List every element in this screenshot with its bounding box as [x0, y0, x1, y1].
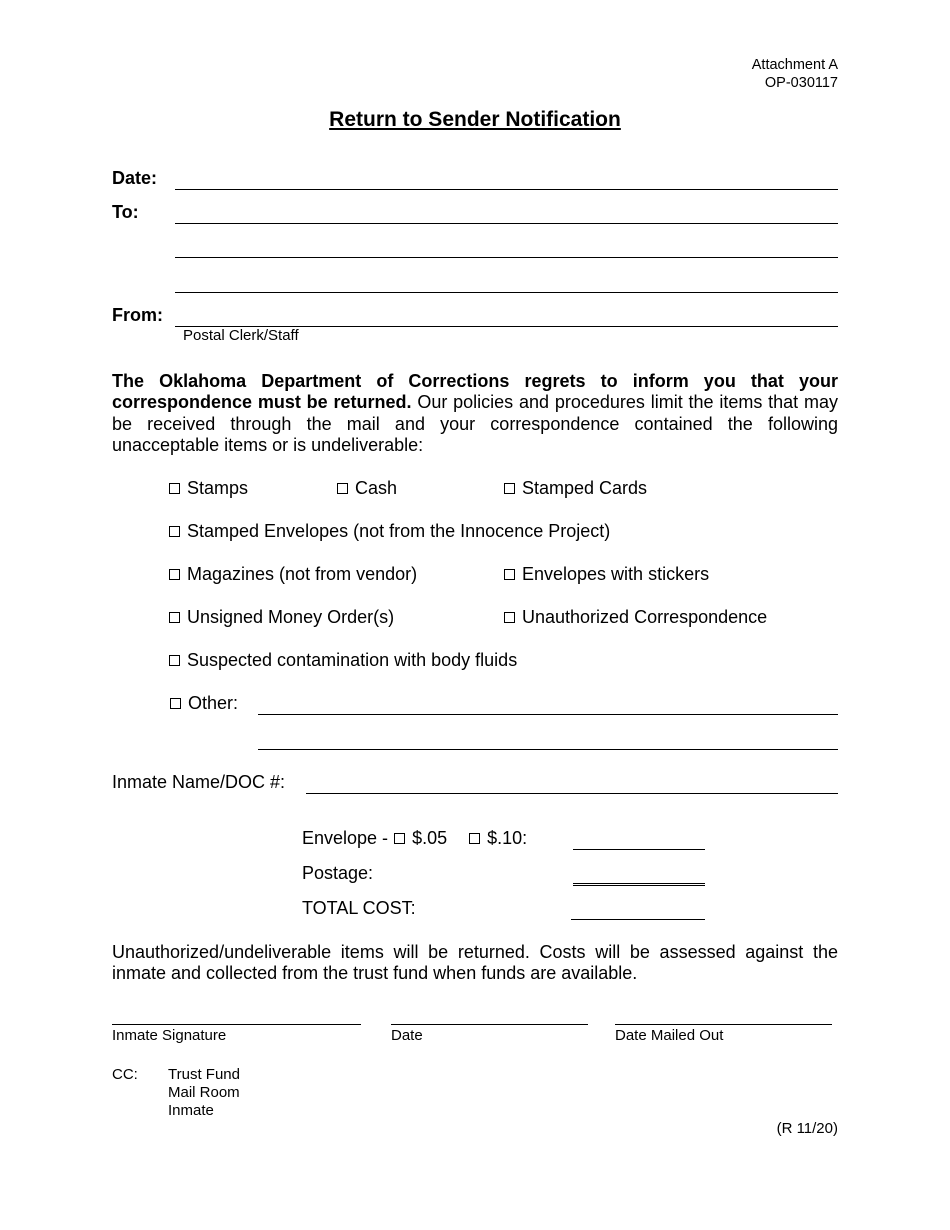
magazines-label: Magazines (not from vendor)	[187, 564, 418, 584]
postage-line[interactable]	[573, 883, 705, 884]
date-label: Date:	[112, 168, 158, 188]
cc-recipient: Trust Fund	[168, 1066, 240, 1083]
date-label-bottom: Date	[391, 1027, 423, 1044]
stamped-envelopes-option[interactable]	[169, 521, 610, 542]
contamination-option[interactable]	[169, 650, 517, 671]
checkbox-icon[interactable]	[504, 483, 515, 494]
magazines-option[interactable]	[169, 564, 417, 585]
other-field-line-2[interactable]	[258, 749, 838, 750]
cc-recipient: Inmate	[168, 1102, 214, 1119]
total-cost-line[interactable]	[571, 919, 705, 920]
checkbox-icon[interactable]	[469, 833, 480, 844]
unsigned-money-label: Unsigned Money Order(s)	[187, 607, 395, 627]
envelope-cost-line[interactable]	[573, 849, 705, 850]
date-field-line[interactable]	[175, 189, 838, 190]
checkbox-icon[interactable]	[169, 612, 180, 623]
envelope-05-label: $.05	[412, 828, 448, 848]
to-label: To:	[112, 202, 139, 222]
inmate-signature-line[interactable]	[112, 1024, 361, 1025]
unauthorized-corr-option[interactable]	[504, 607, 767, 628]
to-field-line-1[interactable]	[175, 223, 838, 224]
envelope-cost-row	[302, 828, 527, 849]
postage-label: Postage:	[302, 863, 374, 883]
costs-notice: Unauthorized/undeliverable items will be returned. Costs will be assessed against the inmate and collected from the trust fund when funds are available.	[112, 942, 838, 984]
checkbox-icon[interactable]	[169, 526, 180, 537]
total-cost-label: TOTAL COST:	[302, 898, 416, 918]
checkbox-icon[interactable]	[394, 833, 405, 844]
intro-rest: Our policies and procedures limit the items that may be received through the mail and your correspondence contained the following unacceptable items or is undeliverable:	[112, 392, 838, 455]
stamps-label: Stamps	[187, 478, 249, 498]
other-label: Other:	[188, 693, 239, 713]
from-label: From:	[112, 305, 163, 325]
postage-line-double	[573, 885, 705, 886]
checkbox-icon[interactable]	[337, 483, 348, 494]
checkbox-icon[interactable]	[170, 698, 181, 709]
intro-bold: The Oklahoma Department of Corrections regrets to inform you that your correspondence must be returned.	[112, 371, 838, 413]
inmate-name-line[interactable]	[306, 793, 838, 794]
inmate-signature-label: Inmate Signature	[112, 1027, 227, 1044]
unsigned-money-option[interactable]	[169, 607, 394, 628]
to-field-line-2[interactable]	[175, 257, 838, 258]
other-field-line-1[interactable]	[258, 714, 838, 715]
stamped-cards-label: Stamped Cards	[522, 478, 648, 498]
other-option[interactable]	[170, 693, 238, 714]
envelope-label: Envelope -	[302, 828, 389, 848]
cc-recipient: Mail Room	[168, 1084, 240, 1101]
stamped-envelopes-label: Stamped Envelopes (not from the Innocence Project)	[187, 521, 611, 541]
revision-label: (R 11/20)	[776, 1120, 838, 1137]
stamped-cards-option[interactable]	[504, 478, 647, 499]
date-signature-line[interactable]	[391, 1024, 588, 1025]
envelopes-stickers-label: Envelopes with stickers	[522, 564, 710, 584]
stamps-option[interactable]	[169, 478, 248, 499]
intro-paragraph	[112, 371, 838, 456]
to-field-line-3[interactable]	[175, 292, 838, 293]
cash-label: Cash	[355, 478, 398, 498]
form-code: OP-030117	[764, 75, 838, 91]
cash-option[interactable]	[337, 478, 397, 499]
envelope-10-label: $.10:	[487, 828, 528, 848]
cc-label: CC:	[112, 1066, 138, 1083]
envelopes-stickers-option[interactable]	[504, 564, 709, 585]
from-caption: Postal Clerk/Staff	[183, 327, 299, 344]
checkbox-icon[interactable]	[169, 655, 180, 666]
page-title: Return to Sender Notification	[329, 108, 621, 131]
checkbox-icon[interactable]	[504, 569, 515, 580]
unauthorized-corr-label: Unauthorized Correspondence	[522, 607, 768, 627]
date-mailed-label: Date Mailed Out	[615, 1027, 724, 1044]
date-mailed-line[interactable]	[615, 1024, 832, 1025]
checkbox-icon[interactable]	[504, 612, 515, 623]
inmate-name-label: Inmate Name/DOC #:	[112, 772, 286, 792]
checkbox-icon[interactable]	[169, 483, 180, 494]
checkbox-icon[interactable]	[169, 569, 180, 580]
contamination-label: Suspected contamination with body fluids	[187, 650, 518, 670]
attachment-label: Attachment A	[751, 57, 838, 73]
